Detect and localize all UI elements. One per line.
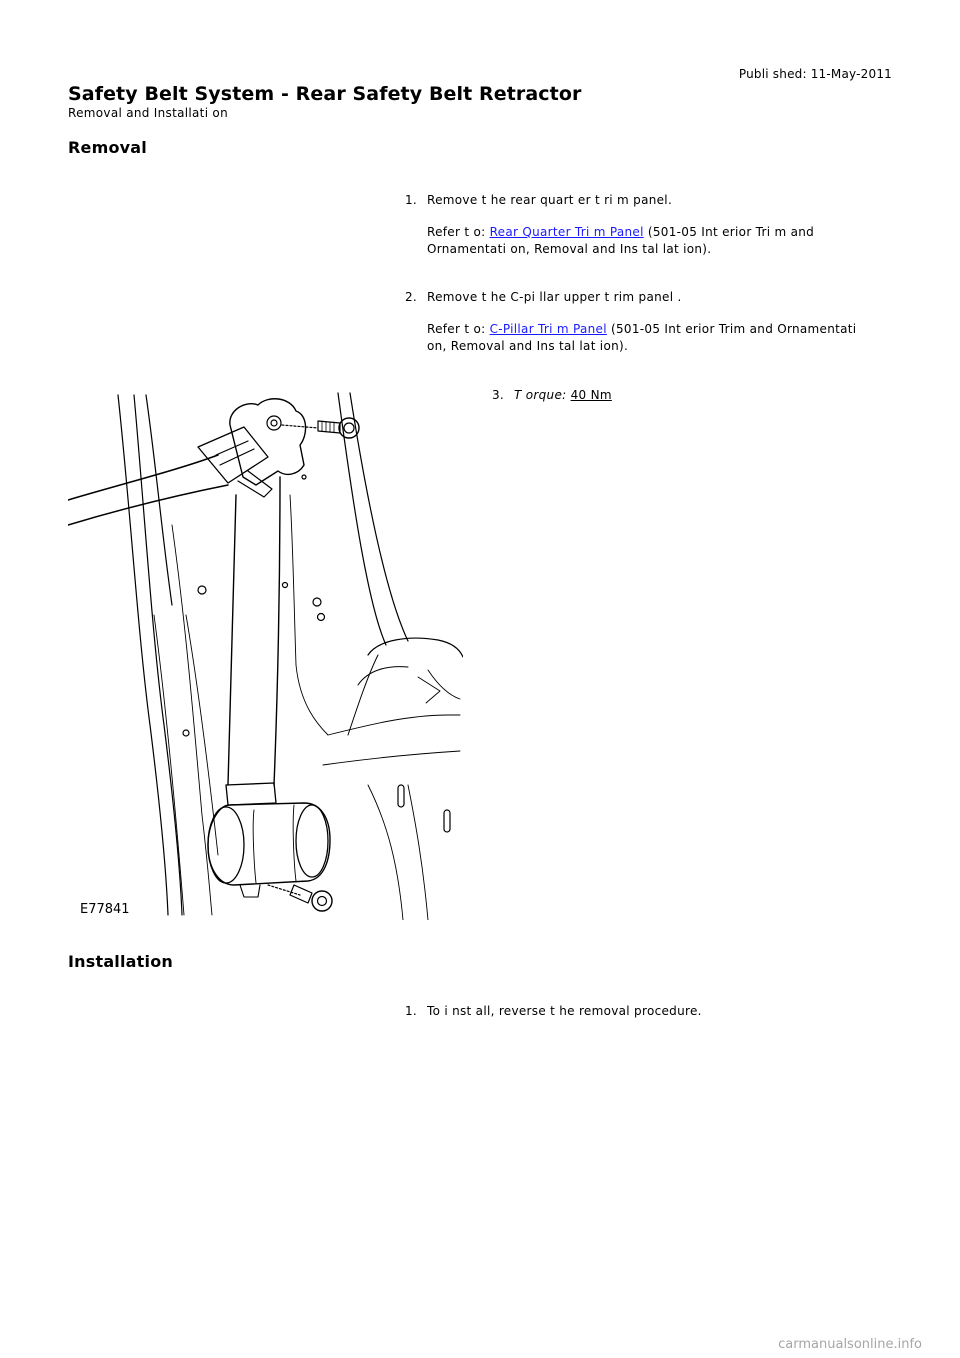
page-title: Safety Belt System - Rear Safety Belt Retractor bbox=[68, 83, 582, 105]
step-number: 1. bbox=[405, 193, 418, 207]
step-text: To i nst all, reverse t he removal procedure. bbox=[427, 1004, 702, 1018]
ref-prefix: Refer t o: bbox=[427, 322, 490, 336]
torque-value: 40 Nm bbox=[570, 388, 612, 402]
ref-prefix: Refer t o: bbox=[427, 225, 490, 239]
installation-heading: Installation bbox=[68, 952, 173, 971]
ref-suffix: (501-05 Int erior Trim and Ornamentati on, Removal and Ins tal lat ion). bbox=[427, 322, 857, 353]
c-pillar-trim-panel-link[interactable]: C-Pillar Tri m Panel bbox=[489, 322, 607, 336]
step-text: Remove t he rear quart er t ri m panel. bbox=[427, 193, 673, 207]
step-reference bbox=[427, 224, 867, 258]
step-number: 3. bbox=[492, 388, 505, 402]
watermark: carmanualsonline.info bbox=[778, 1337, 922, 1352]
step-reference bbox=[427, 321, 867, 355]
step-number: 2. bbox=[405, 290, 418, 304]
step-text: Remove t he C-pi llar upper t rim panel . bbox=[427, 290, 682, 304]
published-date: Publi shed: 11-May-2011 bbox=[738, 67, 892, 81]
torque-label: T orque: bbox=[514, 388, 567, 402]
rear-quarter-trim-panel-link[interactable]: Rear Quarter Tri m Panel bbox=[489, 225, 644, 239]
retractor-illustration bbox=[68, 385, 463, 920]
page-subtitle: Removal and Installati on bbox=[68, 106, 228, 120]
ref-suffix: (501-05 Int erior Tri m and Ornamentati on, Removal and Ins tal lat ion). bbox=[427, 225, 815, 256]
removal-heading: Removal bbox=[68, 138, 147, 157]
step-number: 1. bbox=[405, 1004, 418, 1018]
figure-reference-label: E77841 bbox=[80, 902, 130, 917]
